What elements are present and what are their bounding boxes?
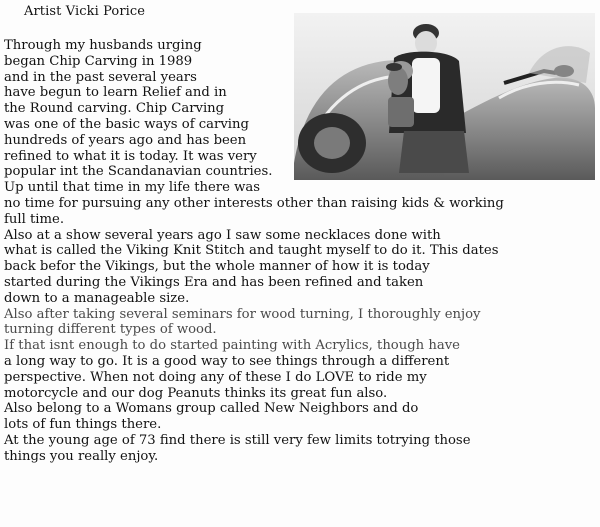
text-line: turning different types of wood. (4, 322, 217, 338)
text-line: down to a manageable size. (4, 290, 190, 306)
text-line: Also after taking several seminars for wood turning, I thoroughly enjoy (4, 306, 481, 322)
text-line: began Chip Carving in 1989 (4, 53, 193, 69)
text-line: back befor the Vikings, but the whole manner of how it is today (4, 259, 430, 275)
page-title: Artist Vicki Porice (24, 4, 146, 19)
text-line: perspective. When not doing any of these I do LOVE to ride my (4, 369, 427, 385)
text-line: full time. (4, 211, 65, 227)
text-line: and in the past several years (4, 69, 197, 85)
text-line: If that isnt enough to do started painting with Acrylics, though have (4, 338, 460, 354)
text-line: a long way to go. It is a good way to see things through a different (4, 353, 450, 369)
text-line: popular int the Scandanavian countries. (4, 164, 273, 180)
text-line: Also belong to a Womans group called New Neighbors and do (4, 401, 419, 417)
text-line: no time for pursuing any other interests other than raising kids & working (4, 195, 504, 211)
text-line: started during the Vikings Era and has been refined and taken (4, 274, 424, 290)
text-line: motorcycle and our dog Peanuts thinks its great fun also. (4, 385, 388, 401)
text-line: the Round carving. Chip Carving (4, 101, 225, 117)
text-line: what is called the Viking Knit Stitch and taught myself to do it. This dates (4, 243, 499, 259)
text-line: hundreds of years ago and has been (4, 132, 247, 148)
text-line: things you really enjoy. (4, 448, 159, 464)
text-line: Up until that time in my life there was (4, 180, 261, 196)
text-line: lots of fun things there. (4, 417, 162, 433)
text-line: was one of the basic ways of carving (4, 116, 249, 132)
text-line: have begun to learn Relief and in (4, 85, 227, 101)
biography-text (4, 38, 596, 465)
text-line: Through my husbands urging (4, 38, 202, 53)
text-line: At the young age of 73 find there is still very few limits totrying those (4, 432, 471, 448)
text-line: Also at a show several years ago I saw some necklaces done with (4, 227, 441, 243)
text-line: refined to what it is today. It was very (4, 148, 257, 164)
